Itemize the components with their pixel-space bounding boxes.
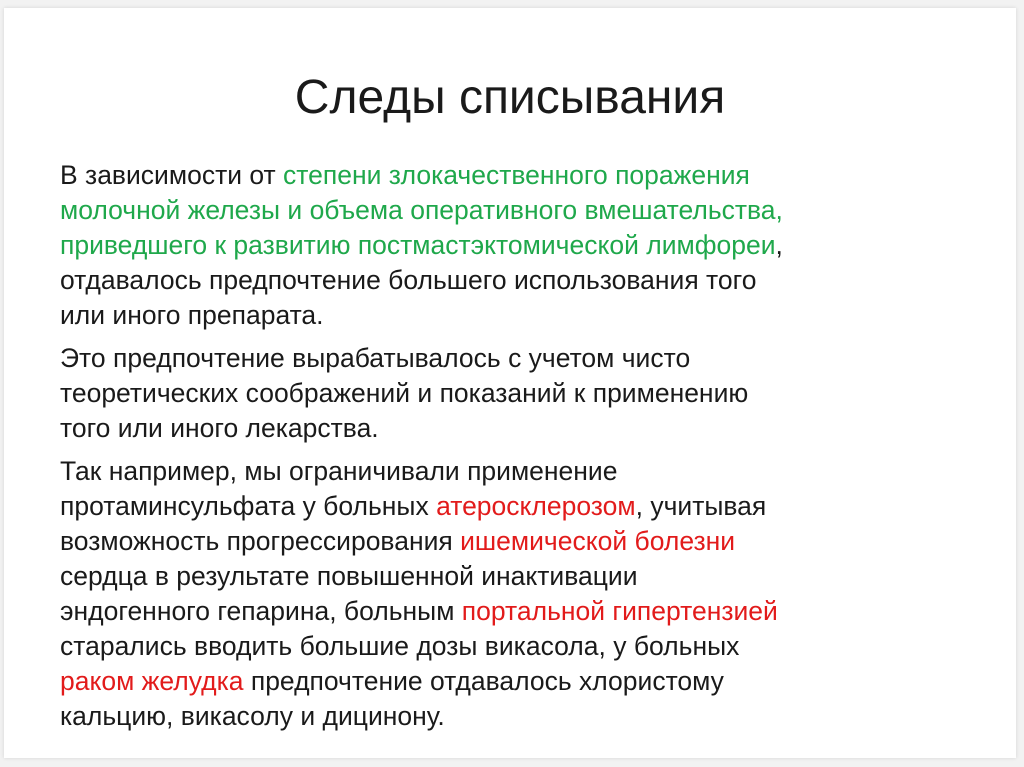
text-line bbox=[60, 228, 990, 263]
text-segment: старались вводить большие дозы викасола, у больных bbox=[60, 631, 740, 661]
slide bbox=[4, 8, 1016, 758]
text-segment: кальцию, викасолу и дицинону. bbox=[60, 701, 445, 731]
text-line bbox=[60, 664, 990, 699]
highlighted-text: приведшего к развитию постмастэктомической лимфореи bbox=[60, 230, 776, 260]
paragraph bbox=[60, 158, 990, 333]
highlighted-text: степени злокачественного поражения bbox=[283, 160, 750, 190]
text-segment: предпочтение отдавалось хлористому bbox=[243, 666, 724, 696]
text-segment: Это предпочтение вырабатывалось с учетом чисто bbox=[60, 343, 691, 373]
text-segment: Так например, мы ограничивали применение bbox=[60, 456, 618, 486]
text-line bbox=[60, 158, 990, 193]
text-segment: , учитывая bbox=[635, 491, 767, 521]
highlighted-text: атеросклерозом bbox=[436, 491, 636, 521]
text-line bbox=[60, 341, 990, 376]
text-line bbox=[60, 411, 990, 446]
text-segment: сердца в результате повышенной инактивации bbox=[60, 561, 638, 591]
text-segment: того или иного лекарства. bbox=[60, 413, 379, 443]
text-line bbox=[60, 193, 990, 228]
paragraph bbox=[60, 341, 990, 446]
text-line bbox=[60, 298, 990, 333]
text-line bbox=[60, 629, 990, 664]
text-line bbox=[60, 524, 990, 559]
highlighted-text: молочной железы и объема оперативного вмешательства, bbox=[60, 195, 783, 225]
highlighted-text: портальной гипертензией bbox=[461, 596, 778, 626]
text-line bbox=[60, 559, 990, 594]
highlighted-text: ишемической болезни bbox=[460, 526, 736, 556]
text-segment: эндогенного гепарина, больным bbox=[60, 596, 462, 626]
text-segment: , bbox=[775, 230, 783, 260]
paragraph bbox=[60, 454, 990, 734]
text-line bbox=[60, 489, 990, 524]
text-segment: отдавалось предпочтение большего использования того bbox=[60, 265, 757, 295]
slide-body bbox=[60, 158, 990, 742]
text-segment: В зависимости от bbox=[60, 160, 284, 190]
text-segment: возможность прогрессирования bbox=[60, 526, 461, 556]
text-segment: теоретических соображений и показаний к применению bbox=[60, 378, 749, 408]
text-segment: или иного препарата. bbox=[60, 300, 324, 330]
text-line bbox=[60, 594, 990, 629]
slide-title: Следы списывания bbox=[294, 71, 726, 124]
highlighted-text: раком желудка bbox=[60, 666, 244, 696]
text-segment: протаминсульфата у больных bbox=[60, 491, 437, 521]
text-line bbox=[60, 699, 990, 734]
text-line bbox=[60, 263, 990, 298]
text-line bbox=[60, 376, 990, 411]
text-line bbox=[60, 454, 990, 489]
